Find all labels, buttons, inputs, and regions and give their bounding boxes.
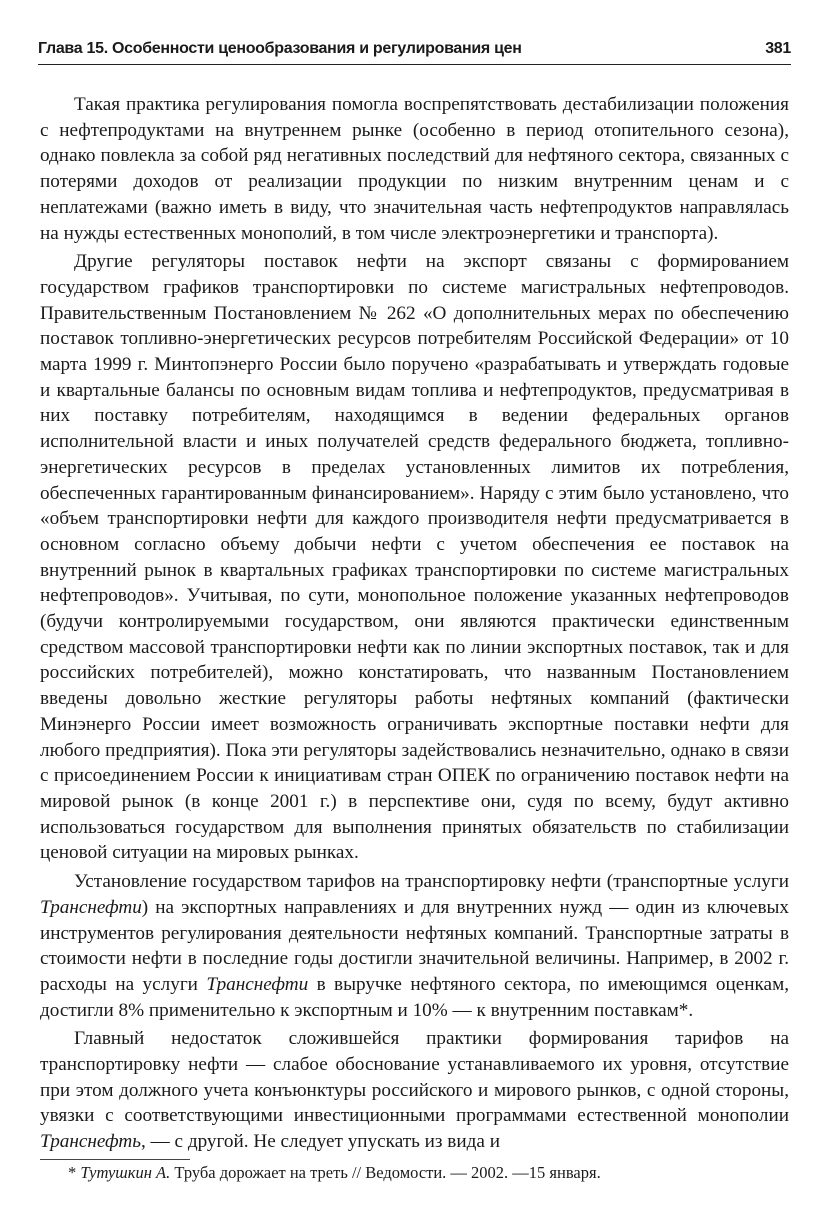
page-number: 381 bbox=[765, 40, 791, 57]
paragraph-text: Главный недостаток сложившейся практики формирования тарифов на транспортировку нефти — слабое обоснование устанавливаемого их уровня, отсутствие при этом должного учета конъюнктуры российского и мирового рынков, с одной стороны, увязки с соответствующими инвестиционными программами естественной монополии bbox=[40, 1028, 789, 1127]
paragraph-text: Такая практика регулирования помогла воспрепятствовать дестабилизации положения с нефтепродуктами на внутреннем рынке (особенно в период отопительного сезона), однако повлекла за собой ряд негативных последствий для нефтяного сектора, связанных с потерями доходов от реализации продукции по низким внутренним ценам и с неплатежами (важно иметь в виду, что значительная часть нефтепродуктов направлялась на нужды естественных монополий, в том числе электроэнергетики и транспорта). bbox=[40, 94, 789, 244]
footnote-marker: * bbox=[68, 1163, 81, 1182]
paragraph-3 bbox=[40, 869, 789, 1023]
footnote-author: Тутушкин А. bbox=[80, 1163, 171, 1182]
paragraph-2 bbox=[40, 249, 789, 866]
italic-term: Транснефти bbox=[206, 973, 309, 995]
paragraph-1 bbox=[40, 92, 789, 246]
paragraph-text: ) на экспортных направлениях и для внутренних нужд — один из ключевых инструментов регулирования деятельности нефтяных компаний. Транспортные затраты в стоимости нефти в последние годы достигли значительной величины. Например, в 2002 г. расходы на услуги bbox=[40, 896, 789, 995]
paragraph-text: Другие регуляторы поставок нефти на экспорт связаны с формированием государством графиков транспортировки по системе магистральных нефтепроводов. Правительственным Постановлением № 262 «О дополнительных мерах по обеспечению поставок топливно-энергетических ресурсов потребителям Российской Федерации» от 10 марта 1999 г. Минтопэнерго России было поручено «разрабатывать и утверждать годовые и квартальные балансы по основным видам топлива и нефтепродуктов, предусматривая в них поставку потребителям, находящимся в ведении федеральных органов исполнительной власти и иных получателей средств федерального бюджета, топливно-энергетических ресурсов в пределах установленных лимитов их потребления, обеспеченных гарантированным финансированием». Наряду с этим было установлено, что «объем транспортировки нефти для каждого производителя нефти предусматривается в основном согласно объему добычи нефти с учетом обеспечения ее поставок на внутренний рынок в квартальных графиках транспортировки по системе магистральных нефтепроводов». Учитывая, по сути, монопольное положение указанных нефтепроводов (будучи контролируемыми государством, они являются практически единственным средством массовой транспортировки нефти как по линии экспортных поставок, так и для российских потребителей), можно констатировать, что названным Постановлением введены довольно жесткие регуляторы работы нефтяных компаний (фактически Минэнерго России имеет возможность ограничивать экспортные поставки нефти для любого предприятия). Пока эти регуляторы задействовались незначительно, однако в связи с присоединением России к инициативам стран ОПЕК по ограничению поставок нефти на мировой рынок (в конце 2001 г.) в перспективе они, судя по всему, будут активно использоваться государством для выполнения принятых обязательств по стабилизации ценовой ситуации на мировых рынках. bbox=[40, 251, 789, 864]
chapter-title: Глава 15. Особенности ценообразования и регулирования цен bbox=[38, 40, 522, 57]
footnote-text: Труба дорожает на треть // Ведомости. — 2002. —15 января. bbox=[170, 1163, 601, 1182]
paragraph-4 bbox=[40, 1026, 789, 1155]
paragraph-text: , — с другой. Не следует упускать из вида и bbox=[140, 1131, 500, 1153]
footnote-divider bbox=[40, 1159, 190, 1160]
paragraph-text: Установление государством тарифов на транспортировку нефти (транспортные услуги bbox=[74, 871, 789, 893]
italic-term: Транснефти bbox=[40, 896, 142, 918]
main-text bbox=[40, 92, 789, 1158]
paragraph-text: в выручке нефтяного сектора, по имеющимся оценкам, достигли 8% применительно к экспортным и 10% — к внутренним поставкам*. bbox=[40, 973, 790, 1021]
footnote bbox=[68, 1163, 601, 1183]
italic-term: Транснефть bbox=[40, 1131, 141, 1153]
running-header bbox=[38, 38, 791, 65]
